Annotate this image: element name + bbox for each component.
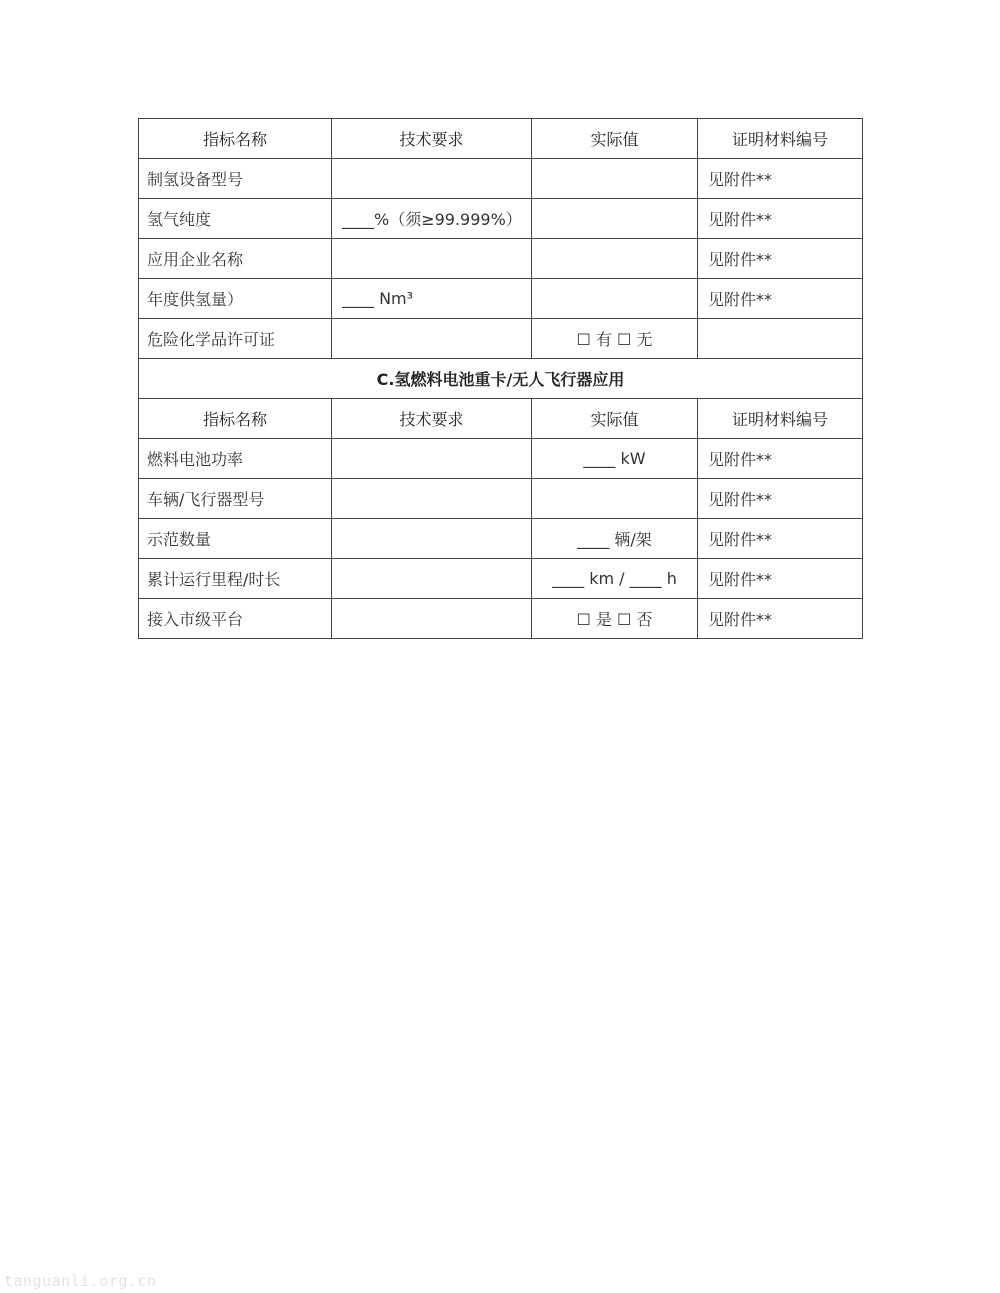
tech-requirement-cell[interactable]	[332, 519, 532, 559]
indicator-name-cell: 危险化学品许可证	[139, 319, 332, 359]
table-row	[139, 159, 863, 199]
table-row	[139, 479, 863, 519]
actual-value-cell[interactable]	[532, 239, 698, 279]
watermark: tanguanli.org.cn	[4, 1272, 157, 1290]
tech-requirement-cell[interactable]: ____%（须≥99.999%）	[332, 199, 532, 239]
tech-requirement-cell[interactable]	[332, 239, 532, 279]
actual-value-cell[interactable]	[532, 199, 698, 239]
actual-value-cell[interactable]: ☐ 有 ☐ 无	[532, 319, 698, 359]
indicator-name-cell: 接入市级平台	[139, 599, 332, 639]
indicator-name-cell: 年度供氢量）	[139, 279, 332, 319]
table-header-row	[139, 119, 863, 159]
table-row	[139, 239, 863, 279]
indicator-name-cell: 示范数量	[139, 519, 332, 559]
actual-value-cell[interactable]	[532, 479, 698, 519]
header-evidence-number: 证明材料编号	[698, 399, 863, 439]
tech-requirement-cell[interactable]	[332, 559, 532, 599]
evidence-number-cell: 见附件**	[698, 479, 863, 519]
header-tech-requirement: 技术要求	[332, 119, 532, 159]
tech-requirement-cell[interactable]	[332, 159, 532, 199]
evidence-number-cell: 见附件**	[698, 439, 863, 479]
actual-value-cell[interactable]: ____ 辆/架	[532, 519, 698, 559]
header-tech-requirement: 技术要求	[332, 399, 532, 439]
tech-requirement-cell[interactable]	[332, 599, 532, 639]
tech-requirement-cell[interactable]: ____ Nm³	[332, 279, 532, 319]
evidence-number-cell: 见附件**	[698, 159, 863, 199]
evidence-number-cell: 见附件**	[698, 239, 863, 279]
table-row	[139, 439, 863, 479]
table-row	[139, 519, 863, 559]
actual-value-cell[interactable]	[532, 279, 698, 319]
evidence-number-cell: 见附件**	[698, 519, 863, 559]
indicator-name-cell: 应用企业名称	[139, 239, 332, 279]
table-header-row	[139, 399, 863, 439]
actual-value-cell[interactable]: ____ km / ____ h	[532, 559, 698, 599]
indicator-name-cell: 燃料电池功率	[139, 439, 332, 479]
actual-value-cell[interactable]: ☐ 是 ☐ 否	[532, 599, 698, 639]
section-row	[139, 359, 863, 399]
indicator-name-cell: 车辆/飞行器型号	[139, 479, 332, 519]
indicator-name-cell: 氢气纯度	[139, 199, 332, 239]
evidence-number-cell	[698, 319, 863, 359]
indicator-name-cell: 制氢设备型号	[139, 159, 332, 199]
indicator-table	[138, 118, 863, 639]
evidence-number-cell: 见附件**	[698, 559, 863, 599]
actual-value-cell[interactable]: ____ kW	[532, 439, 698, 479]
tech-requirement-cell[interactable]	[332, 479, 532, 519]
header-actual-value: 实际值	[532, 399, 698, 439]
table-row	[139, 279, 863, 319]
tech-requirement-cell[interactable]	[332, 319, 532, 359]
header-evidence-number: 证明材料编号	[698, 119, 863, 159]
table-row	[139, 319, 863, 359]
evidence-number-cell: 见附件**	[698, 599, 863, 639]
indicator-name-cell: 累计运行里程/时长	[139, 559, 332, 599]
section-c-title: C.氢燃料电池重卡/无人飞行器应用	[139, 359, 863, 399]
header-actual-value: 实际值	[532, 119, 698, 159]
header-indicator-name: 指标名称	[139, 399, 332, 439]
tech-requirement-cell[interactable]	[332, 439, 532, 479]
evidence-number-cell: 见附件**	[698, 279, 863, 319]
actual-value-cell[interactable]	[532, 159, 698, 199]
header-indicator-name: 指标名称	[139, 119, 332, 159]
evidence-number-cell: 见附件**	[698, 199, 863, 239]
table-row	[139, 199, 863, 239]
table-row	[139, 599, 863, 639]
table-row	[139, 559, 863, 599]
